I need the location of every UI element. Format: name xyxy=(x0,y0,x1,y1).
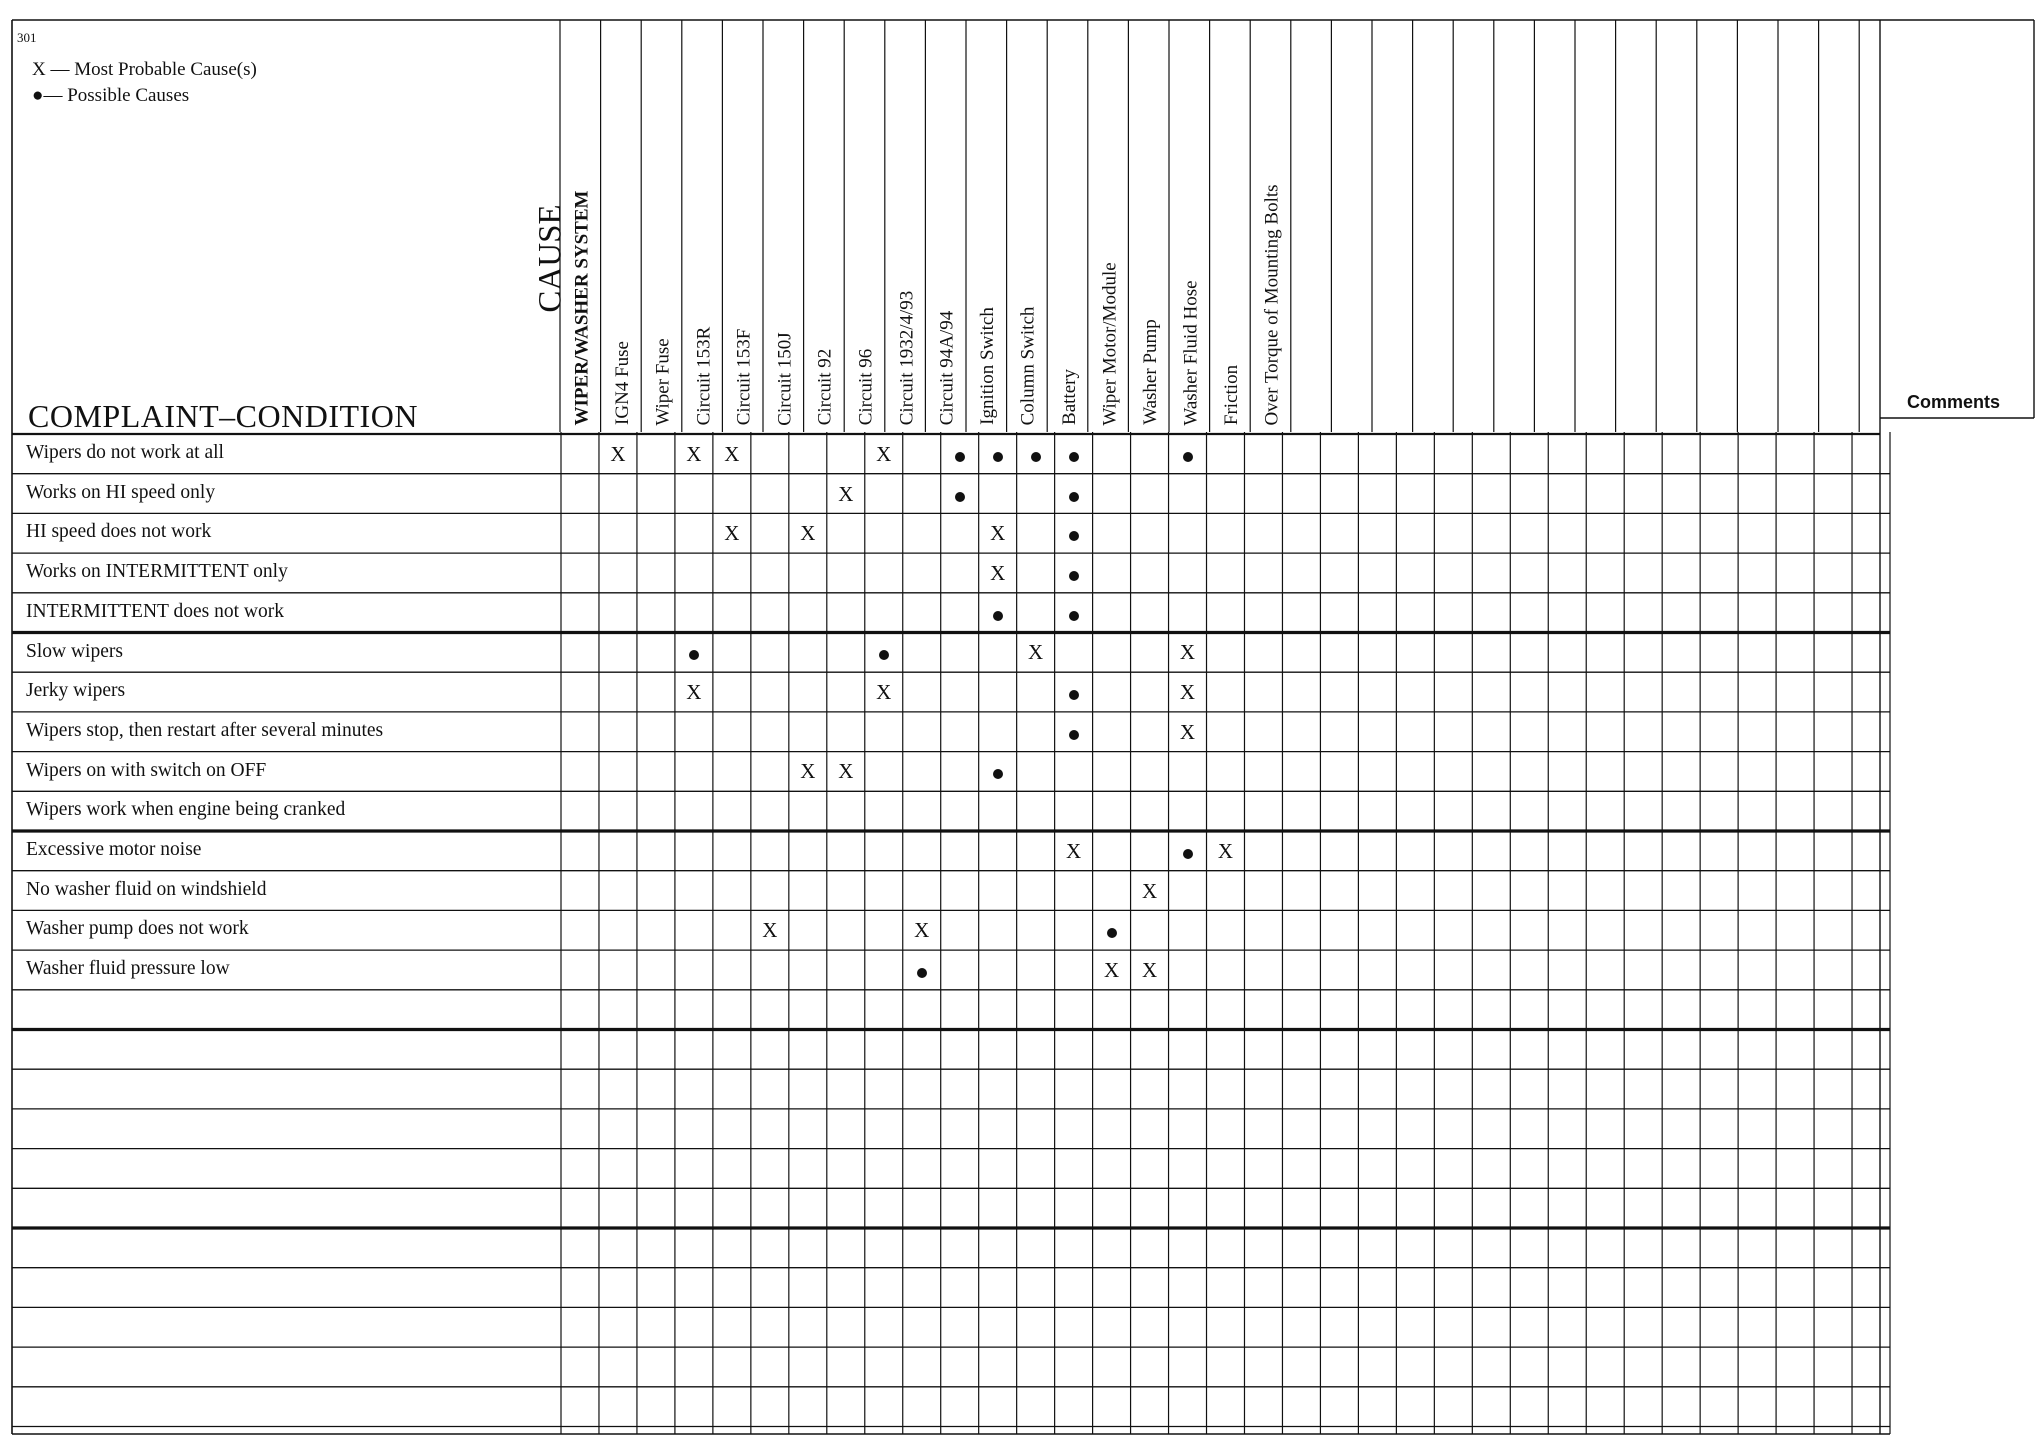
most-probable-mark: X xyxy=(1028,640,1044,665)
complaint-row-label: HI speed does not work xyxy=(26,521,212,543)
cause-column-label: Friction xyxy=(1220,364,1242,426)
possible-cause-dot xyxy=(1069,571,1079,581)
possible-cause-dot xyxy=(1031,452,1041,462)
most-probable-mark: X xyxy=(1179,719,1196,744)
complaint-row-label: Works on HI speed only xyxy=(26,481,216,503)
most-probable-mark: X xyxy=(990,560,1006,585)
complaint-row-label: No washer fluid on windshield xyxy=(26,878,267,900)
most-probable-mark: X xyxy=(914,918,930,943)
most-probable-mark: X xyxy=(1217,838,1234,863)
complaint-row-label: Excessive motor noise xyxy=(26,839,202,860)
complaint-row-label: Wipers work when engine being cranked xyxy=(26,799,346,821)
complaint-row-label: Jerky wipers xyxy=(26,680,126,702)
most-probable-mark: X xyxy=(686,680,702,705)
page-number: 301 xyxy=(17,30,37,45)
most-probable-mark: X xyxy=(876,441,892,466)
cause-heading: CAUSE xyxy=(532,204,569,313)
most-probable-mark: X xyxy=(800,759,816,784)
most-probable-mark: X xyxy=(610,441,626,466)
complaint-row-label: Washer pump does not work xyxy=(26,918,249,940)
legend-most-probable: X — Most Probable Cause(s) xyxy=(32,59,257,80)
cause-column-label: Wiper Fuse xyxy=(652,337,674,426)
possible-cause-dot xyxy=(1069,730,1079,740)
possible-cause-dot xyxy=(1069,492,1079,502)
complaint-row-label: Wipers on with switch on OFF xyxy=(26,759,267,781)
cause-column-label: Ignition Switch xyxy=(977,307,999,425)
cause-column-label: IGN4 Fuse xyxy=(611,341,633,425)
most-probable-mark: X xyxy=(1141,957,1158,982)
cause-column-label: Circuit 150J xyxy=(774,331,796,426)
most-probable-mark: X xyxy=(1141,878,1158,903)
most-probable-mark: X xyxy=(800,521,816,546)
cause-column-label: Circuit 92 xyxy=(814,348,836,425)
possible-cause-dot xyxy=(1069,611,1079,621)
most-probable-mark: X xyxy=(876,680,892,705)
cause-column-label: Circuit 1932/4/93 xyxy=(895,290,917,425)
most-probable-mark: X xyxy=(1103,957,1120,982)
most-probable-mark: X xyxy=(1179,680,1196,705)
complaint-condition-heading: COMPLAINT–CONDITION xyxy=(28,398,418,434)
comments-heading: Comments xyxy=(1907,392,2001,412)
possible-cause-dot xyxy=(993,611,1003,621)
possible-cause-dot xyxy=(993,452,1003,462)
possible-cause-dot xyxy=(1107,928,1117,938)
cause-column-label: Column Switch xyxy=(1017,306,1039,425)
possible-cause-dot xyxy=(1183,849,1193,859)
possible-cause-dot xyxy=(1183,452,1193,462)
possible-cause-dot xyxy=(1069,452,1079,462)
cause-column-label: Circuit 153R xyxy=(692,326,714,425)
cause-column-label: Wiper Motor/Module xyxy=(1099,261,1121,426)
possible-cause-dot xyxy=(1069,531,1079,541)
most-probable-mark: X xyxy=(990,521,1006,546)
complaint-row-label: Wipers stop, then restart after several minutes xyxy=(26,719,384,741)
cause-column-label: Washer Fluid Hose xyxy=(1180,279,1202,426)
most-probable-mark: X xyxy=(1179,640,1196,665)
cause-column-label: Circuit 153F xyxy=(733,328,755,425)
cause-column-label: Circuit 94A/94 xyxy=(936,310,958,425)
most-probable-mark: X xyxy=(762,918,778,943)
possible-cause-dot xyxy=(917,968,927,978)
cause-column-label: WIPER/WASHER SYSTEM xyxy=(571,190,593,425)
cause-column-label: Circuit 96 xyxy=(855,348,877,425)
complaint-row-label: Slow wipers xyxy=(26,640,123,662)
cause-column-label: Washer Pump xyxy=(1139,319,1161,425)
legend-possible: ●— Possible Causes xyxy=(32,85,190,106)
most-probable-mark: X xyxy=(1066,838,1082,863)
possible-cause-dot xyxy=(1069,690,1079,700)
complaint-row-label: Works on INTERMITTENT only xyxy=(26,561,288,583)
complaint-row-label: INTERMITTENT does not work xyxy=(26,600,284,622)
most-probable-mark: X xyxy=(686,441,702,466)
complaint-row-label: Wipers do not work at all xyxy=(26,442,224,463)
cause-column-label: Battery xyxy=(1058,369,1080,425)
complaint-row-label: Washer fluid pressure low xyxy=(26,958,230,980)
most-probable-mark: X xyxy=(724,441,740,466)
most-probable-mark: X xyxy=(838,481,854,506)
most-probable-mark: X xyxy=(838,759,854,784)
possible-cause-dot xyxy=(955,452,965,462)
cause-column-label: Over Torque of Mounting Bolts xyxy=(1261,183,1283,426)
possible-cause-dot xyxy=(955,492,965,502)
most-probable-mark: X xyxy=(724,521,740,546)
